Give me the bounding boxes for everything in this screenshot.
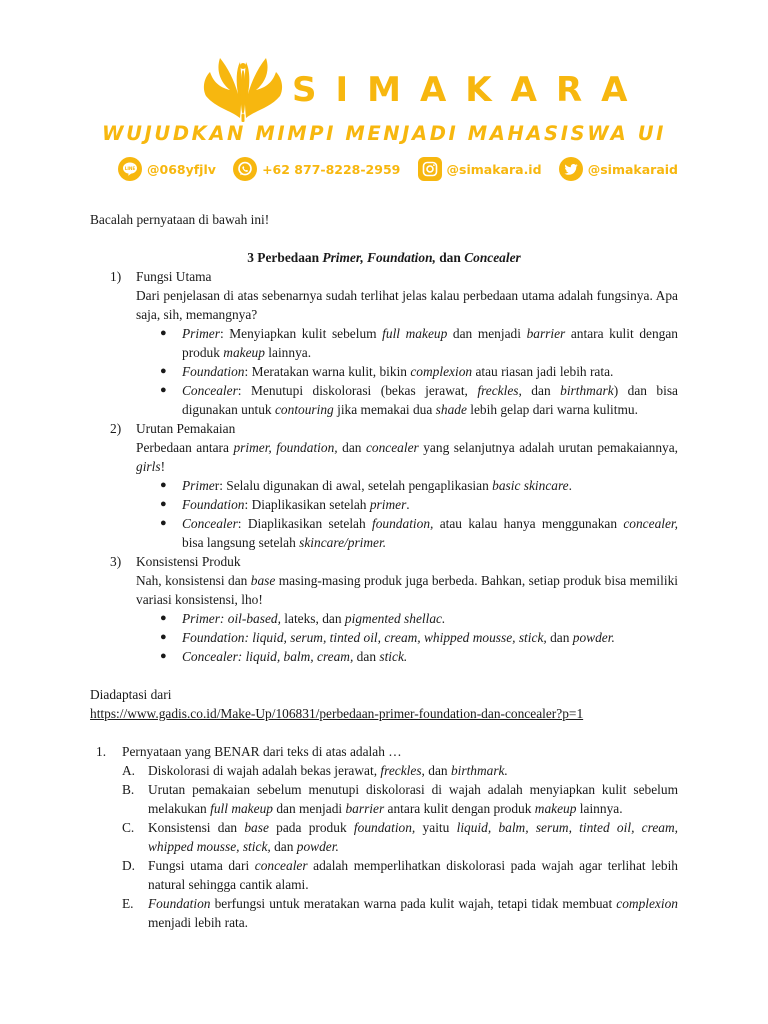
bullet-dot: ●: [160, 479, 167, 491]
bullet-text: Foundation: Diaplikasikan setelah primer.: [182, 497, 410, 512]
option-text: Konsistensi dan base pada produk foundation, yaitu liquid, balm, serum, tinted oil, cream, whipped mousse, stick, dan powder.: [148, 820, 678, 854]
bullet-text: Primer: Menyiapkan kulit sebelum full makeup dan menjadi barrier antara kulit dengan produk makeup lainnya.: [182, 326, 678, 360]
section-number: 2): [110, 421, 122, 436]
bullet-list: [136, 609, 678, 666]
section-number: 3): [110, 554, 122, 569]
bullet-dot: ●: [160, 650, 167, 662]
option-b[interactable]: [122, 780, 678, 818]
bullet-dot: ●: [160, 498, 167, 510]
tagline: WUJUDKAN MIMPI MENJADI MAHASISWA UI: [102, 122, 666, 145]
option-text: Urutan pemakaian sebelum menutupi diskolorasi di wajah adalah menyiapkan kulit sebelum melakukan full makeup dan menjadi barrier antara kulit dengan produk makeup lainnya.: [148, 782, 678, 816]
question-number: 1.: [96, 744, 107, 759]
bullet-item: [136, 647, 678, 666]
option-letter: D.: [122, 858, 136, 873]
section-body: [136, 267, 678, 419]
bullet-dot: ●: [160, 517, 167, 529]
butterfly-logo-icon: [200, 52, 286, 124]
article-title: 3 Perbedaan Primer, Foundation, dan Concealer: [247, 250, 521, 265]
source-label: Diadaptasi dari: [90, 687, 172, 702]
social-line-text: @068yfjlv: [147, 161, 216, 177]
bullet-text: Primer: oil-based, lateks, dan pigmented shellac.: [182, 611, 446, 626]
social-twitter-text: @simakaraid: [587, 161, 678, 177]
section-paragraph: Perbedaan antara primer, foundation, dan concealer yang selanjutnya adalah urutan pemakaiannya, girls!: [136, 440, 679, 474]
option-d[interactable]: [122, 856, 678, 894]
answer-options: [122, 761, 678, 932]
question: [90, 742, 678, 932]
social-instagram-text: @simakara.id: [446, 161, 542, 177]
intro-instruction: Bacalah pernyataan di bawah ini!: [90, 212, 270, 227]
bullet-list: [136, 476, 678, 552]
svg-text:LINE: LINE: [124, 166, 136, 171]
bullet-item: [136, 514, 678, 552]
section-heading: Konsistensi Produk: [136, 554, 241, 569]
section-paragraph: Nah, konsistensi dan base masing-masing produk juga berbeda. Bahkan, setiap produk bisa memiliki variasi konsistensi, lho!: [136, 573, 678, 607]
line-icon: [118, 157, 142, 181]
section-body: [136, 419, 678, 552]
bullet-dot: ●: [160, 612, 167, 624]
source-link[interactable]: https://www.gadis.co.id/Make-Up/106831/perbedaan-primer-foundation-dan-concealer?p=1: [90, 706, 584, 721]
social-instagram[interactable]: [418, 157, 542, 181]
bullet-text: Concealer: liquid, balm, cream, dan stick.: [182, 649, 408, 664]
option-e[interactable]: [122, 894, 678, 932]
section-heading: Urutan Pemakaian: [136, 421, 236, 436]
social-twitter[interactable]: [559, 157, 678, 181]
option-letter: B.: [122, 782, 135, 797]
bullet-text: Concealer: Menutupi diskolorasi (bekas jerawat, freckles, dan birthmark) dan bisa digunakan untuk contouring jika memakai dua shade lebih gelap dari warna kulitmu.: [182, 383, 678, 417]
bullet-item: [136, 381, 678, 419]
sections-list: [90, 267, 678, 666]
page-header: [0, 0, 768, 190]
section-number: 1): [110, 269, 122, 284]
document-body: [90, 210, 678, 932]
social-whatsapp-text: +62 877-8228-2959: [262, 161, 401, 177]
bullet-dot: ●: [160, 631, 167, 643]
section-3: [90, 552, 678, 666]
bullet-dot: ●: [160, 384, 167, 396]
instagram-icon: [418, 157, 442, 181]
question-stem: Pernyataan yang BENAR dari teks di atas adalah …: [122, 744, 402, 759]
bullet-text: Foundation: liquid, serum, tinted oil, cream, whipped mousse, stick, dan powder.: [182, 630, 615, 645]
bullet-text: Foundation: Meratakan warna kulit, bikin complexion atau riasan jadi lebih rata.: [182, 364, 614, 379]
option-letter: A.: [122, 763, 136, 778]
bullet-dot: ●: [160, 365, 167, 377]
social-links: [118, 155, 678, 183]
bullet-item: [136, 628, 678, 647]
social-whatsapp[interactable]: [233, 157, 400, 181]
section-2: [90, 419, 678, 552]
option-text: Fungsi utama dari concealer adalah memperlihatkan diskolorasi pada wajah agar terlihat lebih natural sehingga cantik alami.: [148, 858, 678, 892]
bullet-dot: ●: [160, 327, 167, 339]
option-letter: C.: [122, 820, 135, 835]
bullet-item: [136, 362, 678, 381]
twitter-icon: [559, 157, 583, 181]
bullet-item: [136, 476, 678, 495]
option-c[interactable]: [122, 818, 678, 856]
section-paragraph: Dari penjelasan di atas sebenarnya sudah terlihat jelas kalau perbedaan utama adalah fungsinya. Apa saja, sih, memangnya?: [136, 288, 678, 322]
whatsapp-icon: [233, 157, 257, 181]
brand-name: SIMAKARA: [292, 70, 647, 110]
bullet-item: [136, 495, 678, 514]
section-1: [90, 267, 678, 419]
bullet-list: [136, 324, 678, 419]
option-a[interactable]: [122, 761, 678, 780]
question-body: [122, 742, 678, 932]
option-letter: E.: [122, 896, 134, 911]
section-body: [136, 552, 678, 666]
bullet-text: Concealer: Diaplikasikan setelah foundation, atau kalau hanya menggunakan concealer, bisa langsung setelah skincare/primer.: [182, 516, 678, 550]
option-text: Foundation berfungsi untuk meratakan warna pada kulit wajah, tetapi tidak membuat complexion menjadi lebih rata.: [148, 896, 678, 930]
bullet-text: Primer: Selalu digunakan di awal, setelah pengaplikasian basic skincare.: [182, 478, 572, 493]
social-line[interactable]: [118, 157, 216, 181]
bullet-item: [136, 609, 678, 628]
bullet-item: [136, 324, 678, 362]
section-heading: Fungsi Utama: [136, 269, 212, 284]
option-text: Diskolorasi di wajah adalah bekas jerawat, freckles, dan birthmark.: [148, 763, 508, 778]
